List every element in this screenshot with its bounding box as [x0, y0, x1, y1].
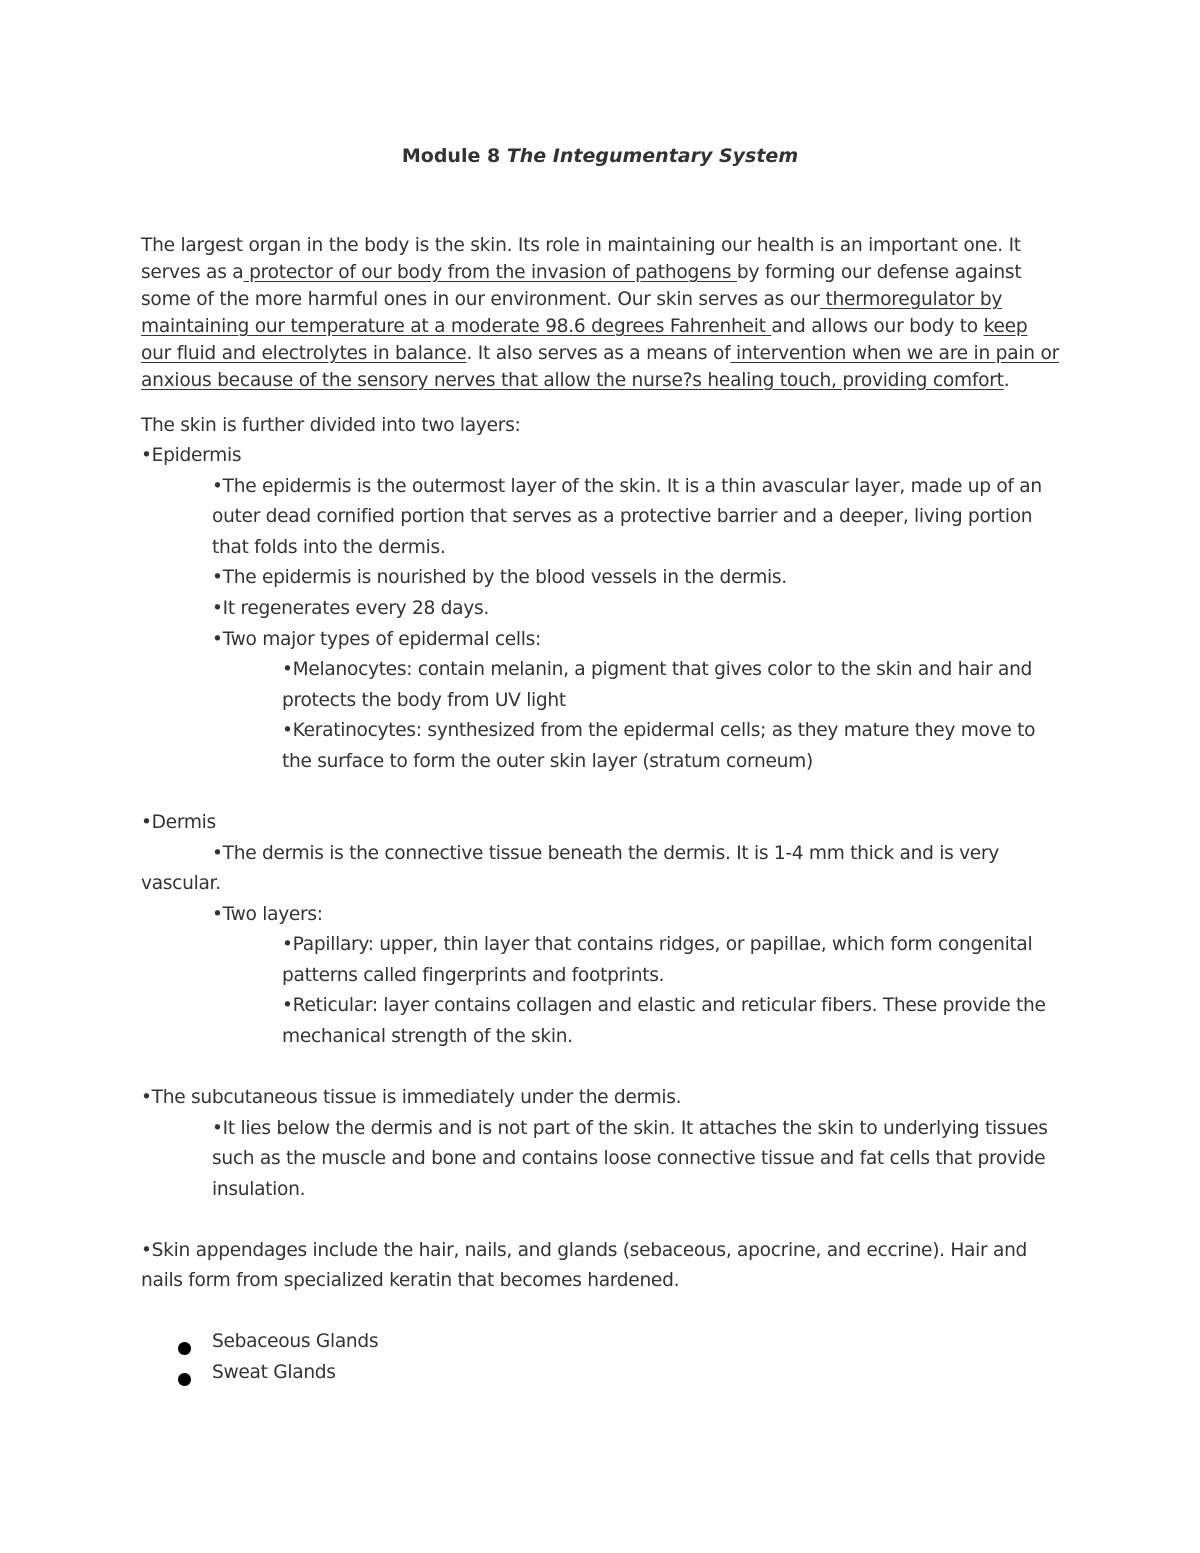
text-line: •It regenerates every 28 days. [212, 598, 489, 619]
intro-underlined-text: keep our fluid and electrolytes in balance [141, 316, 1028, 364]
section-heading-epidermis: •Epidermis [141, 445, 242, 466]
title-subject: The Integumentary System [506, 145, 799, 167]
text-line: The skin is further divided into two layers: [141, 415, 521, 436]
text-line: •Keratinocytes: synthesized from the epidermal cells; as they mature they move to [282, 720, 1036, 741]
list-item-sweat-glands: Sweat Glands [212, 1362, 336, 1383]
section-heading-appendages: •Skin appendages include the hair, nails, and glands (sebaceous, apocrine, and eccrine). Hair and [141, 1240, 1028, 1261]
page-title [0, 142, 1200, 170]
intro-underlined-text: thermoregulator by maintaining our temperature at a moderate 98.6 degrees Fahrenheit [141, 289, 1003, 337]
text-line: •The dermis is the connective tissue beneath the dermis. It is 1-4 mm thick and is very [212, 843, 999, 864]
text-line: vascular. [141, 873, 221, 894]
intro-text: and allows our body to [771, 316, 984, 337]
text-line: mechanical strength of the skin. [282, 1026, 573, 1047]
text-line: •Reticular: layer contains collagen and elastic and reticular fibers. These provide the [282, 995, 1046, 1016]
text-line: •Papillary: upper, thin layer that contains ridges, or papillae, which form congenital [282, 934, 1033, 955]
bullet-icon [178, 1342, 191, 1355]
list-item-sebaceous-glands: Sebaceous Glands [212, 1331, 379, 1352]
intro-text: The largest organ in the body is the skin. Its role in maintaining our health is an important one. It serves as a [141, 235, 1021, 283]
title-module: Module 8 [401, 145, 501, 167]
intro-underlined-text: protector of our body from the invasion of pathogens [243, 262, 737, 283]
text-line: patterns called fingerprints and footprints. [282, 965, 665, 986]
text-line: •It lies below the dermis and is not part of the skin. It attaches the skin to underlying tissues [212, 1118, 1048, 1139]
text-line: that folds into the dermis. [212, 537, 446, 558]
text-line: the surface to form the outer skin layer (stratum corneum) [282, 751, 813, 772]
intro-text: by forming our defense against some of the more harmful ones in our environment. Our skin serves as our [141, 262, 1022, 310]
intro-paragraph [141, 232, 1061, 394]
text-line: •The epidermis is the outermost layer of the skin. It is a thin avascular layer, made up of an [212, 476, 1042, 497]
text-line: outer dead cornified portion that serves as a protective barrier and a deeper, living portion [212, 506, 1033, 527]
text-line: protects the body from UV light [282, 690, 566, 711]
text-line: •Melanocytes: contain melanin, a pigment that gives color to the skin and hair and [282, 659, 1033, 680]
text-line: •The epidermis is nourished by the blood vessels in the dermis. [212, 567, 787, 588]
text-line: nails form from specialized keratin that becomes hardened. [141, 1270, 680, 1291]
bullet-icon [178, 1373, 191, 1386]
section-heading-dermis: •Dermis [141, 812, 216, 833]
text-line: •Two layers: [212, 904, 323, 925]
text-line: •Two major types of epidermal cells: [212, 629, 542, 650]
section-heading-subcutaneous: •The subcutaneous tissue is immediately under the dermis. [141, 1087, 682, 1108]
text-line: insulation. [212, 1179, 306, 1200]
text-line: such as the muscle and bone and contains loose connective tissue and fat cells that provide [212, 1148, 1046, 1169]
intro-text: . It also serves as a means of [466, 343, 731, 364]
intro-text: . [1003, 370, 1010, 391]
intro-underlined-text: intervention when we are in pain or anxious because of the sensory nerves that allow the nurse?s healing touch, providing comfort [141, 343, 1059, 391]
